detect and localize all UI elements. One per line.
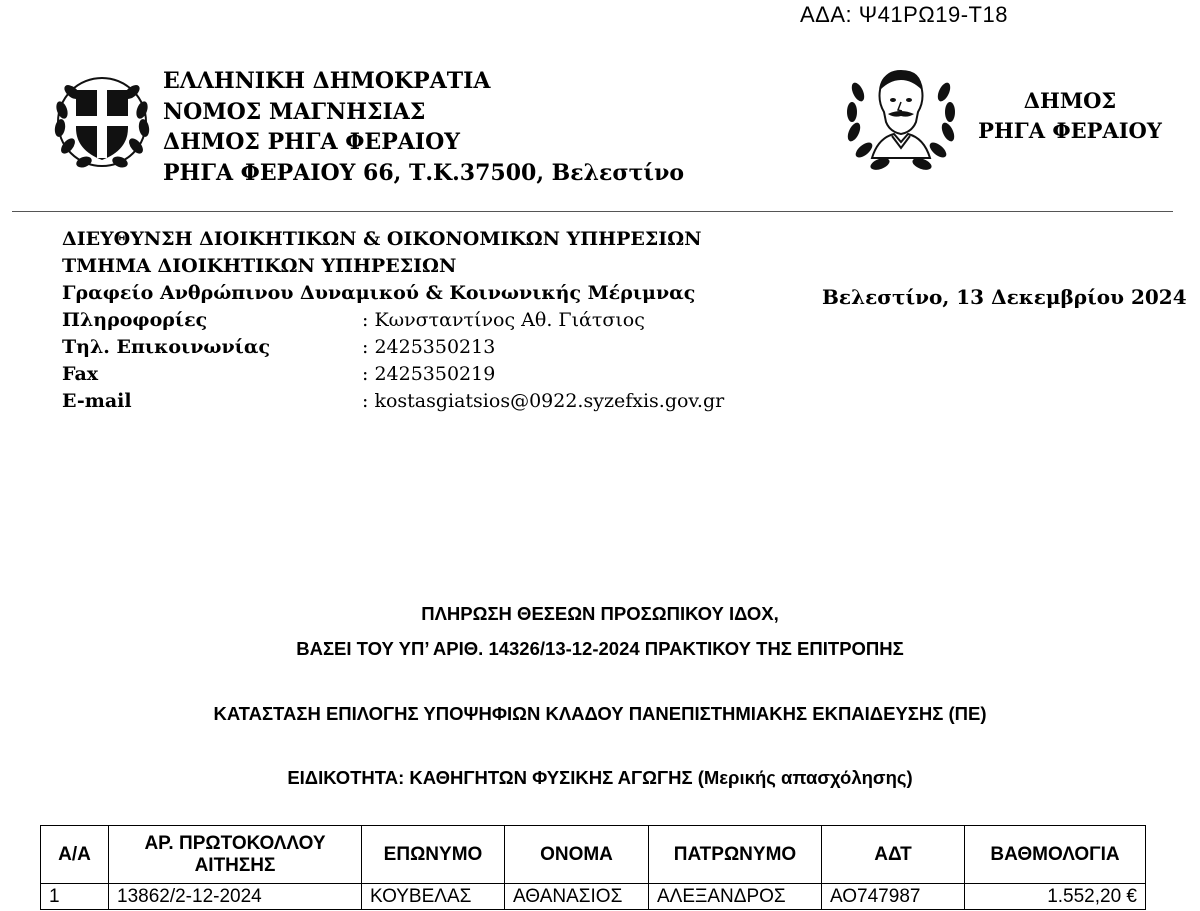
col-header: ΑΡ. ΠΡΩΤΟΚΟΛΛΟΥ ΑΙΤΗΣΗΣ — [109, 826, 362, 884]
cell-id-number: ΑΟ747987 — [822, 884, 965, 910]
cell-name: ΑΘΑΝΑΣΙΟΣ — [505, 884, 649, 910]
cell-fathers-name: ΑΛΕΞΑΝΔΡΟΣ — [649, 884, 822, 910]
municipality-line: ΡΗΓΑ ΦΕΡΑΙΟΥ — [978, 118, 1162, 143]
cell-surname: ΚΟΥΒΕΛΑΣ — [362, 884, 505, 910]
specialty-heading: ΕΙΔΙΚΟΤΗΤΑ: ΚΑΘΗΓΗΤΩΝ ΦΥΣΙΚΗΣ ΑΓΩΓΗΣ (Μερικής απασχόλησης) — [287, 767, 913, 788]
ada-code: ΑΔΑ: Ψ41ΡΩ19-Τ18 — [800, 2, 1008, 27]
department-line: ΔΙΕΥΘΥΝΣΗ ΔΙΟΙΚΗΤΙΚΩΝ & ΟΙΚΟΝΟΜΙΚΩΝ ΥΠΗΡΕΣΙΩΝ — [62, 228, 702, 250]
candidates-table — [40, 825, 1146, 910]
info-label: Πληροφορίες — [62, 309, 208, 331]
greek-emblem-icon — [52, 70, 152, 170]
info-label: Τηλ. Επικοινωνίας — [62, 336, 271, 358]
info-value: : 2425350219 — [362, 363, 496, 385]
header-line: ΔΗΜΟΣ ΡΗΓΑ ΦΕΡΑΙΟΥ — [163, 129, 460, 155]
title-line-2: ΒΑΣΕΙ ΤΟΥ ΥΠ’ ΑΡΙΘ. 14326/13-12-2024 ΠΡΑΚΤΙΚΟΥ ΤΗΣ ΕΠΙΤΡΟΠΗΣ — [296, 638, 904, 659]
municipality-name — [978, 86, 1162, 146]
info-value: : 2425350213 — [362, 336, 496, 358]
table-row — [41, 884, 1146, 910]
header-line: ΡΗΓΑ ΦΕΡΑΙΟΥ 66, Τ.Κ.37500, Βελεστίνο — [163, 159, 685, 186]
info-label: E-mail — [62, 390, 132, 412]
col-header: ΠΑΤΡΩΝΥΜΟ — [649, 826, 822, 884]
department-line: ΤΜΗΜΑ ΔΙΟΙΚΗΤΙΚΩΝ ΥΠΗΡΕΣΙΩΝ — [62, 255, 457, 277]
cell-protocol: 13862/2-12-2024 — [109, 884, 362, 910]
table-header-row — [41, 826, 1146, 884]
info-value: : Κωνσταντίνος Αθ. Γιάτσιος — [362, 309, 645, 331]
municipality-emblem-icon — [842, 62, 960, 178]
title-line-1: ΠΛΗΡΩΣΗ ΘΕΣΕΩΝ ΠΡΟΣΩΠΙΚΟΥ ΙΔΟΧ, — [421, 603, 779, 624]
info-row-fax — [62, 361, 724, 388]
header-line: ΕΛΛΗΝΙΚΗ ΔΗΜΟΚΡΑΤΙΑ — [163, 68, 491, 94]
col-header: ΟΝΟΜΑ — [505, 826, 649, 884]
document-date: Βελεστίνο, 13 Δεκεμβρίου 2024 — [822, 285, 1187, 309]
info-label: Fax — [62, 363, 99, 385]
col-header: ΒΑΘΜΟΛΟΓΙΑ — [965, 826, 1146, 884]
status-heading: ΚΑΤΑΣΤΑΣΗ ΕΠΙΛΟΓΗΣ ΥΠΟΨΗΦΙΩΝ ΚΛΑΔΟΥ ΠΑΝΕΠΙΣΤΗΜΙΑΚΗΣ ΕΚΠΑΙΔΕΥΣΗΣ (ΠΕ) — [213, 703, 987, 724]
department-line: Γραφείο Ανθρώπινου Δυναμικού & Κοινωνικής Μέριμνας — [62, 282, 696, 304]
info-row-phone — [62, 334, 724, 361]
col-header: ΕΠΩΝΥΜΟ — [362, 826, 505, 884]
header-divider — [12, 211, 1173, 212]
email-link[interactable]: : kostasgiatsios@0922.syzefxis.gov.gr — [362, 390, 725, 412]
issuer-header — [163, 66, 684, 188]
department-block — [62, 226, 724, 415]
info-row-contact — [62, 307, 724, 334]
col-header: Α/Α — [41, 826, 109, 884]
info-row-email — [62, 388, 724, 415]
municipality-line: ΔΗΜΟΣ — [1023, 88, 1117, 113]
header-line: ΝΟΜΟΣ ΜΑΓΝΗΣΙΑΣ — [163, 98, 426, 125]
cell-aa: 1 — [41, 884, 109, 910]
col-header: ΑΔΤ — [822, 826, 965, 884]
cell-score: 1.552,20 € — [965, 884, 1146, 910]
